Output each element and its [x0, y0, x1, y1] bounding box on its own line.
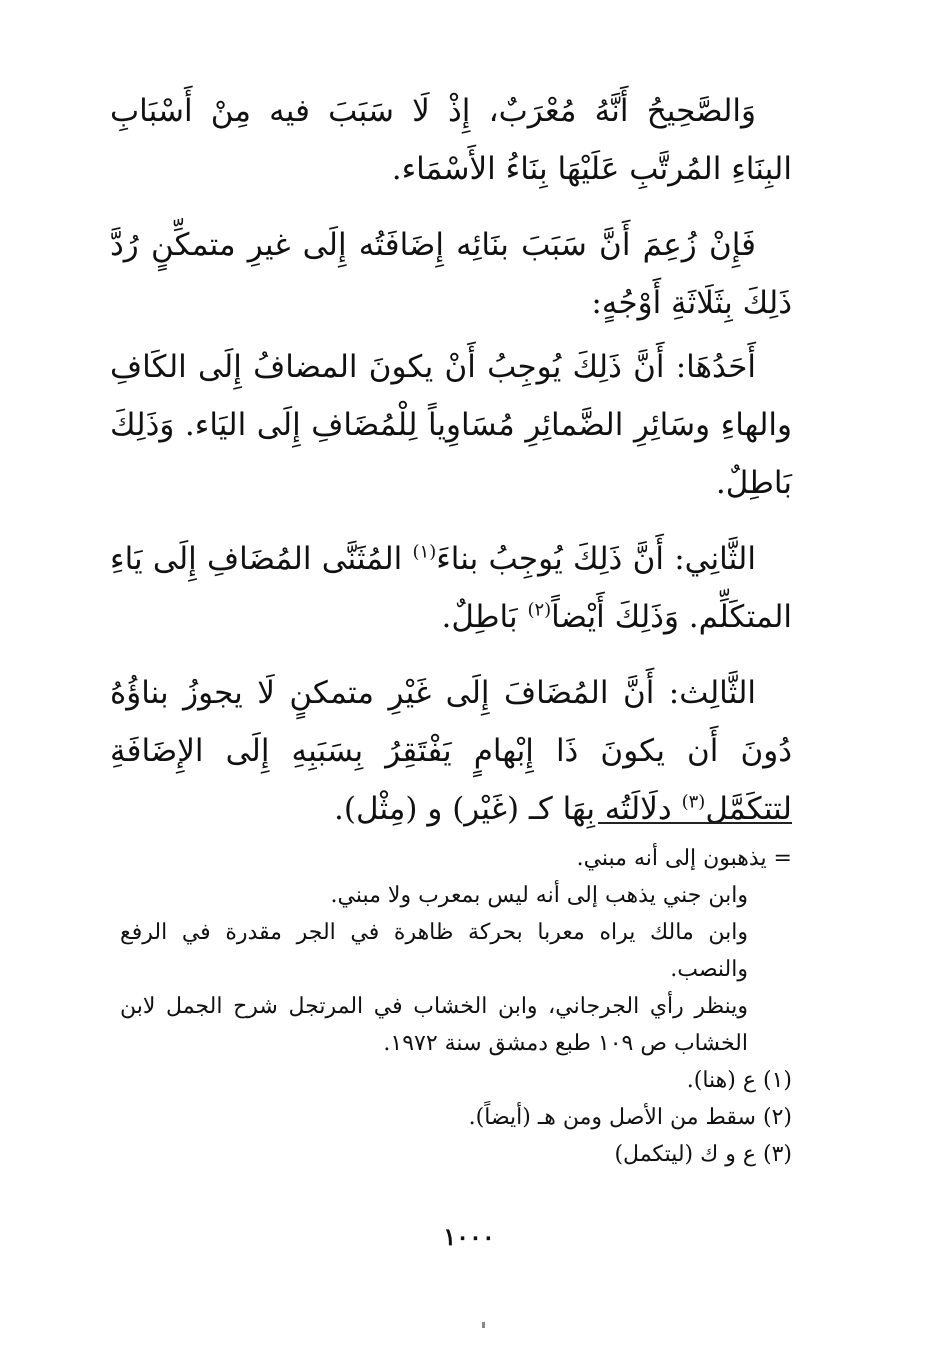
- footnote-continuation-4: وينظر رأي الجرجاني، وابن الخشاب في المرتجل شرح الجمل لابن الخشاب ص ١٠٩ طبع دمشق سنة ١٩٧٢.: [120, 994, 748, 1056]
- paragraph-4-part-c: بَاطِلٌ.: [441, 599, 528, 635]
- footnote-continuation-1: = يذهبون إلى أنه مبني.: [576, 846, 792, 871]
- footnote-ref-1: (١): [412, 541, 437, 563]
- main-text: [110, 82, 792, 856]
- footnote-2: (٢) سقط من الأصل ومن هـ (أيضاً).: [468, 1105, 792, 1130]
- paragraph-1: وَالصَّحِيحُ أَنَّهُ مُعْرَبٌ، إِذْ لَا سَبَبَ فيه مِنْ أَسْبَابِ البِنَاءِ المُرتَّبِ عَلَيْهَا بِنَاءُ الأَسْمَاء.: [110, 93, 792, 187]
- paragraph-3: أَحَدُهَا: أَنَّ ذَلِكَ يُوجِبُ أَنْ يكونَ المضافُ إِلَى الكَافِ والهاءِ وسَائِرِ الضَّمائِرِ مُسَاوِياً لِلْمُضَافِ إِلَى اليَاء. وَذَلِكَ بَاطِلٌ.: [110, 349, 792, 501]
- footnote-separator: [598, 822, 792, 824]
- footnote-continuation-3: وابن مالك يراه معربا بحركة ظاهرة في الجر مقدرة في الرفع والنصب.: [120, 920, 748, 982]
- footnote-3: (٣) ع و ك (ليتكمل): [614, 1142, 792, 1167]
- page-number: ١٠٠٠: [443, 1222, 495, 1251]
- paragraph-2: فَإِنْ زُعِمَ أَنَّ سَبَبَ بنَائِه إِضَافَتُه إِلَى غيرِ متمكِّنٍ رُدَّ ذَلِكَ بِثَلَاثَةِ أَوْجُهٍ:: [110, 227, 792, 321]
- footnote-1: (١) ع (هنا).: [686, 1068, 792, 1093]
- paragraph-4-part-b: المُثَنَّى المُضَافِ إِلَى يَاءِ المتكَلِّم. وَذَلِكَ أَيْضاً: [110, 541, 792, 635]
- scan-speck: [482, 1322, 485, 1328]
- paragraph-4-part-a: الثَّانِي: أَنَّ ذَلِكَ يُوجِبُ بناءَ: [436, 541, 756, 577]
- paragraph-5-part-a: الثَّالِث: أَنَّ المُضَافَ إِلَى غَيْرِ متمكنٍ لَا يجوزُ بناؤُهُ دُونَ أَن يكونَ ذَا إِبْهامٍ يَفْتَقِرُ بِسَبَبِهِ إِلَى الإِضَافَةِ لتتكَمَّل: [110, 675, 792, 827]
- paragraph-4: [110, 530, 792, 646]
- paragraph-5-part-b: دلَالَتُه بِهَا كـ (غَيْر) و (مِثْل).: [334, 791, 682, 827]
- footnotes: [120, 840, 792, 1173]
- footnote-continuation-2: وابن جني يذهب إلى أنه ليس بمعرب ولا مبني.: [330, 883, 748, 908]
- footnote-ref-3: (٣): [681, 791, 706, 813]
- paragraph-5: [110, 664, 792, 838]
- footnote-ref-2: (٢): [527, 599, 552, 621]
